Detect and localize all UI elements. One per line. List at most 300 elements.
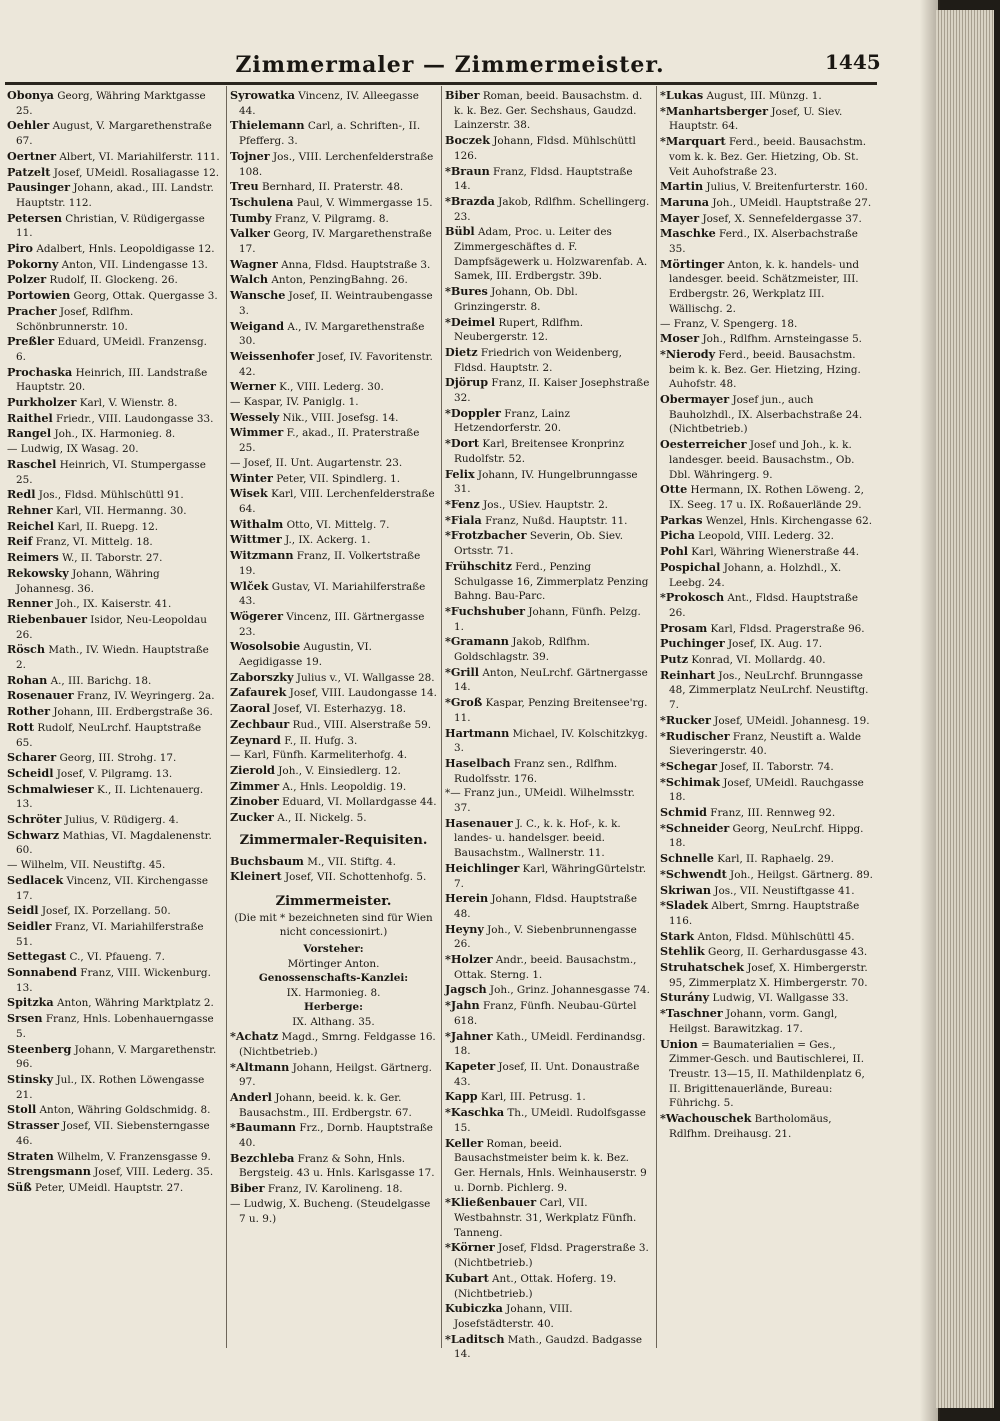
entry-name: Jagsch [445, 982, 487, 997]
entry-text: August, V. Margarethenstraße 67. [16, 120, 212, 148]
directory-entry [7, 720, 220, 750]
entry-text: Wilhelm, V. Franzensgasse 9. [53, 1150, 211, 1163]
directory-entry [230, 226, 437, 256]
entry-text: Friedr., VIII. Laudongasse 33. [52, 412, 214, 425]
entry-name: Martin [660, 179, 704, 194]
directory-entry [7, 766, 220, 782]
directory-entry [230, 288, 437, 318]
guild-value: IX. Harmonieg. 8. [286, 986, 381, 999]
entry-text: Julius, V. Breitenfurterstr. 160. [703, 181, 868, 194]
directory-entry [230, 149, 437, 179]
entry-name: Mörtinger [660, 256, 725, 271]
entry-name: Wögerer [230, 608, 283, 623]
entry-text: Joh., UMeidl. Hauptstraße 27. [709, 196, 872, 209]
entry-name: Kapeter [445, 1059, 496, 1073]
entry-text: Josef, U. Siev. Hauptstr. 64. [669, 105, 843, 133]
entry-name: *Doppler [445, 405, 501, 420]
directory-entry [7, 782, 220, 812]
entry-name: Reichel [7, 518, 54, 533]
entry-name: Rosenauer [7, 688, 74, 703]
directory-entry [660, 929, 876, 945]
entry-name: Pausinger [7, 180, 71, 195]
directory-entry [230, 1151, 437, 1181]
directory-entry [445, 1332, 651, 1362]
entry-text: Jos., VIII. Lerchenfelderstraße 108. [239, 150, 434, 178]
entry-text: Ferd., IX. Alserbachstraße 35. [669, 228, 858, 256]
entry-name: *Nierody [660, 346, 716, 361]
column-4 [660, 88, 876, 1350]
entry-name: Obonya [7, 88, 54, 102]
directory-entry [660, 347, 876, 392]
entry-name: Otte [660, 482, 688, 497]
entry-name: Biber [445, 88, 480, 102]
directory-entry [7, 442, 220, 457]
entry-text: Leopold, VIII. Lederg. 32. [694, 530, 834, 543]
entry-name: Stoll [7, 1102, 37, 1117]
entry-name: Oehler [7, 118, 50, 133]
directory-entry [445, 922, 651, 952]
directory-entry [230, 179, 437, 195]
entry-name: Seidler [7, 918, 52, 933]
entry-text: Josef, VIII. Lederg. 35. [90, 1166, 214, 1179]
directory-entry [445, 528, 651, 558]
entry-name: *Fiala [445, 512, 482, 527]
entry-name: Treu [230, 179, 259, 194]
entry-text: Karl, V. Wienstr. 8. [76, 397, 178, 410]
entry-text: Eduard, UMeidl. Franzensg. 6. [16, 336, 207, 363]
directory-entry [7, 503, 220, 519]
directory-entry [445, 406, 651, 436]
directory-entry [445, 1195, 651, 1240]
entry-name: Petersen [7, 210, 62, 225]
entry-name: Strengsmann [7, 1164, 91, 1179]
directory-entry [445, 665, 651, 695]
entry-text: Joh., V. Siebenbrunnengasse 26. [454, 923, 637, 951]
entry-name: Zinober [230, 794, 279, 809]
entry-name: Schnelle [660, 851, 714, 866]
entry-text: Anton, VII. Lindengasse 13. [58, 258, 208, 271]
entry-name: Scharer [7, 750, 57, 765]
directory-entry [445, 1240, 651, 1270]
directory-entry [660, 528, 876, 544]
entry-text: Johann, VIII. Josefstädterstr. 40. [454, 1303, 573, 1330]
entry-name: Zechbaur [230, 716, 290, 731]
entry-name: Settegast [7, 949, 67, 964]
directory-entry [445, 891, 651, 921]
directory-entry [7, 1072, 220, 1102]
directory-entry [445, 436, 651, 466]
entry-name: Skriwan [660, 882, 711, 897]
directory-entry [230, 1029, 437, 1059]
directory-entry [230, 88, 437, 118]
directory-entry [230, 456, 437, 471]
entry-name: Weigand [230, 318, 285, 333]
entry-name: *Groß [445, 695, 483, 710]
entry-text: Severin, Ob. Siev. Ortsstr. 71. [454, 530, 623, 558]
entry-name: Rehner [7, 502, 53, 517]
entry-name: *Prokosch [660, 590, 725, 605]
column-divider [226, 86, 227, 1348]
directory-entry [660, 590, 876, 620]
entry-text: Georg, III. Strohg. 17. [56, 752, 177, 765]
directory-entry [230, 794, 437, 810]
entry-list [230, 854, 437, 885]
entry-text: Gustav, VI. Mariahilferstraße 43. [239, 580, 426, 608]
directory-entry [7, 304, 220, 334]
entry-text: Rud., VIII. Alserstraße 59. [289, 718, 432, 731]
directory-entry [230, 395, 437, 410]
entry-text: Franz, II. Kaiser Josephstraße 32. [454, 377, 650, 405]
entry-text: Anton, Währing Marktplatz 2. [53, 997, 214, 1010]
directory-entry [445, 513, 651, 529]
entry-name: Schmalwieser [7, 781, 94, 796]
entry-name: Zeynard [230, 732, 281, 747]
entry-text: Johann, Ob. Dbl. Grinzingerstr. 8. [454, 286, 578, 313]
directory-entry [445, 982, 651, 998]
directory-entry [660, 960, 876, 990]
entry-text: Peter, UMeidl. Hauptstr. 27. [31, 1181, 184, 1194]
entry-name: *Rucker [660, 712, 711, 727]
entry-text: Frz., Dornb. Hauptstraße 40. [239, 1122, 433, 1150]
entry-text: Karl, VII. Hermanng. 30. [52, 504, 187, 517]
directory-entry [445, 224, 651, 284]
directory-entry [230, 379, 437, 395]
directory-entry [660, 883, 876, 899]
entry-name: Straten [7, 1148, 54, 1163]
entry-name: Reif [7, 534, 33, 549]
directory-entry [230, 717, 437, 733]
entry-name: Polzer [7, 272, 47, 287]
entry-name: Struhatschek [660, 960, 744, 975]
directory-entry [445, 1136, 651, 1196]
entry-name: Maruna [660, 194, 710, 209]
directory-entry [7, 550, 220, 566]
entry-name: *Taschner [660, 1006, 723, 1021]
directory-entry [230, 532, 437, 548]
directory-entry [7, 1149, 220, 1165]
entry-text: Otto, VI. Mittelg. 7. [283, 518, 390, 531]
directory-entry [7, 257, 220, 273]
directory-entry [7, 1118, 220, 1148]
entry-name: Bezchleba [230, 1150, 295, 1165]
entry-name: Raschel [7, 456, 57, 471]
entry-name: *Dort [445, 436, 480, 451]
entry-name: Wisek [230, 486, 268, 501]
entry-text: Joh., IX. Kaiserstr. 41. [52, 598, 172, 611]
directory-entry [230, 349, 437, 379]
entry-name: Zafaurek [230, 685, 287, 700]
entry-text: Anna, Fldsd. Hauptstraße 3. [277, 258, 431, 271]
entry-text: Jakob, Rdlfhm. Goldschlagstr. 39. [454, 636, 590, 664]
directory-entry [445, 816, 651, 861]
entry-text: Anton, Fldsd. Mühlschüttl 45. [694, 930, 855, 943]
entry-name: Pracher [7, 303, 57, 318]
entry-text: Franz, VI. Mittelg. 18. [32, 536, 153, 549]
entry-text: Franz, Fldsd. Hauptstraße 14. [454, 165, 633, 193]
entry-text: F., akad., II. Praterstraße 25. [239, 427, 420, 455]
entry-text: Carl, VII. Westbahnstr. 31, Werkplatz Fünfh. Tanneng. [454, 1197, 637, 1239]
entry-text: Franz, Nußd. Hauptstr. 11. [481, 514, 628, 527]
directory-entry [7, 395, 220, 411]
entry-name: *Jahner [445, 1028, 493, 1043]
entry-name: Maschke [660, 226, 716, 241]
directory-entry [230, 257, 437, 273]
directory-entry [660, 636, 876, 652]
entry-text: Josef, UMeidl. Rauchgasse 18. [669, 776, 864, 804]
directory-entry [230, 548, 437, 578]
entry-text: Josef, X. Sennefeldergasse 37. [699, 212, 862, 225]
entry-text: Johann, Fünfh. Pelzg. 1. [454, 605, 641, 633]
entry-text: Roman, beeid. Bausachstm. d. k. k. Bez. Ger. Sechshaus, Gaudzd. Lainzerstr. 38. [454, 90, 643, 132]
entry-text: Georg, NeuLrchf. Hippg. 18. [669, 822, 864, 850]
directory-entry [7, 1102, 220, 1118]
entry-text: Johann, vorm. Gangl, Heilgst. Barawitzkag. 17. [669, 1008, 838, 1035]
entry-list [660, 88, 876, 1142]
entry-text: Joh., Heilgst. Gärtnerg. 89. [726, 868, 873, 881]
entry-text: Albert, VI. Mariahilferstr. 111. [56, 150, 220, 163]
entry-name: Picha [660, 528, 695, 543]
directory-entry [660, 257, 876, 317]
entry-name: Puchinger [660, 636, 725, 651]
directory-entry [660, 482, 876, 512]
entry-name: Heichlinger [445, 860, 520, 875]
entry-text: Rudolf, II. Glockeng. 26. [46, 274, 178, 287]
entry-name: Sonnabend [7, 965, 77, 980]
entry-name: *Wachouschek [660, 1111, 752, 1126]
directory-entry [230, 195, 437, 211]
entry-text: Georg, Währing Marktgasse 25. [16, 90, 206, 117]
entry-text: Karl, Fldsd. Pragerstraße 96. [707, 622, 865, 635]
directory-entry [445, 756, 651, 786]
directory-entry [660, 944, 876, 960]
directory-entry [7, 211, 220, 241]
entry-name: Seidl [7, 903, 39, 918]
entry-text: Mathias, VI. Magdalenenstr. 60. [16, 829, 212, 857]
entry-name: Rother [7, 704, 51, 719]
entry-name: *Holzer [445, 952, 493, 967]
entry-text: Vincenz, VII. Kirchengasse 17. [16, 874, 208, 902]
entry-name: Frühschitz [445, 558, 512, 573]
directory-entry [660, 851, 876, 867]
entry-name: *Frotzbacher [445, 528, 527, 543]
entry-text: Johann, Fldsd. Hauptstraße 48. [454, 893, 638, 920]
guild-info [230, 942, 437, 1029]
directory-entry [445, 634, 651, 664]
entry-name: Moser [660, 331, 700, 346]
entry-name: Union [660, 1036, 698, 1051]
entry-name: *Schwendt [660, 866, 727, 881]
entry-name: Scheidl [7, 765, 54, 780]
entry-text: Joh., IX. Harmonieg. 8. [51, 428, 176, 441]
entry-text: Joh., Grinz. Johannesgasse 74. [486, 984, 650, 997]
entry-name: Stehlik [660, 944, 705, 959]
directory-entry [7, 919, 220, 949]
entry-name: Wimmer [230, 425, 284, 440]
entry-name: Tschulena [230, 194, 294, 209]
entry-name: *Fenz [445, 496, 480, 511]
directory-entry [660, 104, 876, 134]
directory-entry [230, 1197, 437, 1226]
entry-name: *Manhartsberger [660, 103, 769, 118]
entry-name: Sturány [660, 990, 710, 1005]
directory-entry [7, 858, 220, 873]
entry-text: Josef, X. Himbergerstr. 95, Zimmerplatz X. Himbergerstr. 70. [669, 962, 868, 989]
running-title: Zimmermaler — Zimmermeister. [235, 52, 665, 78]
entry-list [7, 88, 220, 1196]
entry-text: Josef, Fldsd. Pragerstraße 3. (Nichtbetrieb.) [454, 1242, 649, 1270]
entry-name: *Sladek [660, 898, 709, 913]
entry-text: Johann, Währing Johannesg. 36. [16, 567, 160, 595]
entry-text: Johann, IV. Hungelbrunngasse 31. [454, 468, 638, 496]
directory-entry [230, 639, 437, 669]
directory-entry [445, 726, 651, 756]
column-divider [441, 86, 442, 1348]
entry-name: Kubiczka [445, 1301, 503, 1316]
directory-entry [230, 869, 437, 885]
directory-entry [660, 437, 876, 482]
directory-entry [445, 467, 651, 497]
entry-name: Felix [445, 466, 475, 481]
entry-text: *— Franz jun., UMeidl. Wilhelmsstr. 37. [445, 787, 635, 815]
directory-entry [7, 903, 220, 919]
entry-text: M., VII. Stiftg. 4. [303, 855, 396, 868]
directory-entry [445, 1105, 651, 1135]
entry-name: Rott [7, 719, 35, 734]
directory-entry [7, 149, 220, 165]
entry-text: Josef, II. Unt. Donaustraße 43. [454, 1061, 640, 1088]
entry-text: Rupert, Rdlfhm. Neubergerstr. 12. [454, 316, 583, 344]
entry-text: Magd., Smrng. Feldgasse 16. (Nichtbetrieb.) [239, 1031, 436, 1058]
directory-entry [7, 411, 220, 427]
entry-text: Franz, VIII. Wickenburg. 13. [16, 967, 211, 994]
entry-text: Josef jun., auch Bauholzhdl., IX. Alserbachstraße 24. (Nichtbetrieb.) [669, 394, 863, 436]
entry-text: Karl, III. Petrusg. 1. [477, 1091, 586, 1104]
column-3 [445, 88, 651, 1361]
entry-text: Georg, IV. Margarethenstraße 17. [239, 228, 432, 256]
entry-text: Kath., UMeidl. Ferdinandsg. 18. [454, 1030, 646, 1058]
entry-name: *Gramann [445, 634, 509, 649]
directory-entry [445, 786, 651, 815]
entry-name: Reimers [7, 550, 59, 565]
entry-name: Zierold [230, 762, 275, 777]
entry-text: Josef, VIII. Laudongasse 14. [286, 687, 437, 700]
directory-entry [660, 821, 876, 851]
entry-name: Schwarz [7, 827, 60, 842]
entry-name: *Fuchshuber [445, 603, 526, 618]
directory-entry [660, 775, 876, 805]
entry-name: Mayer [660, 210, 700, 225]
entry-name: Walch [230, 272, 269, 287]
entry-name: *Rudischer [660, 728, 730, 743]
entry-name: *Kließenbauer [445, 1195, 537, 1210]
column-2 [230, 88, 437, 1350]
directory-entry [230, 748, 437, 763]
entry-name: *Bures [445, 284, 488, 299]
entry-name: Wagner [230, 256, 278, 271]
entry-list [230, 88, 437, 826]
entry-name: Witzmann [230, 548, 294, 563]
directory-entry [230, 810, 437, 826]
entry-name: Rohan [7, 672, 48, 687]
entry-name: Portowien [7, 288, 71, 303]
entry-text: Friedrich von Weidenberg, Fldsd. Hauptstr. 2. [454, 346, 622, 374]
directory-entry [7, 365, 220, 395]
entry-text: J. C., k. k. Hof-, k. k. landes- u. handelsger. beeid. Bausachstm., Wallnerstr. 11. [454, 817, 621, 860]
entry-text: Josef, UMeidl. Rosaliagasse 12. [50, 166, 220, 179]
entry-text: Franz, VI. Mariahilferstraße 51. [16, 920, 204, 948]
entry-name: Piro [7, 241, 34, 256]
directory-entry [445, 998, 651, 1028]
directory-entry [7, 457, 220, 487]
directory-entry [660, 211, 876, 227]
directory-entry [660, 513, 876, 529]
entry-text: Math., IV. Wiedn. Hauptstraße 2. [16, 644, 209, 672]
entry-name: *Altmann [230, 1059, 290, 1074]
entry-text: — Franz, V. Spengerg. 18. [660, 317, 798, 330]
entry-text: Bartholomäus, Rdlfhm. Dreihausg. 21. [669, 1113, 832, 1140]
entry-name: Zucker [230, 810, 274, 825]
entry-text: K., VIII. Lederg. 30. [275, 381, 384, 394]
entry-text: Ferd., beeid. Bausachstm. beim k. k. Bez. Ger. Hietzing, Hzing. Auhofstr. 48. [669, 348, 861, 391]
entry-name: Kubart [445, 1270, 489, 1285]
entry-name: Renner [7, 596, 53, 611]
directory-entry [660, 317, 876, 332]
directory-entry [445, 194, 651, 224]
entry-text: Johann, akad., III. Landstr. Hauptstr. 112. [16, 182, 214, 209]
directory-entry [7, 519, 220, 535]
entry-text: Vincenz, IV. Alleegasse 44. [239, 90, 419, 117]
entry-name: Weissenhofer [230, 348, 315, 363]
directory-entry [7, 596, 220, 612]
entry-name: Tojner [230, 148, 270, 163]
entry-name: *Jahn [445, 998, 480, 1013]
entry-name: Bübl [445, 224, 475, 239]
page-number: 1445 [825, 50, 881, 74]
directory-entry [660, 759, 876, 775]
entry-text: A., Hnls. Leopoldig. 19. [279, 780, 407, 793]
entry-name: *Körner [445, 1240, 495, 1255]
entry-name: Rekowsky [7, 565, 69, 580]
entry-text: Johann, beeid. k. k. Ger. Bausachstm., III. Erdbergstr. 67. [239, 1091, 412, 1119]
directory-entry [7, 673, 220, 689]
entry-text: — Wilhelm, VII. Neustiftg. 45. [7, 859, 166, 872]
directory-entry [7, 812, 220, 828]
entry-text: Karl, VIII. Lerchenfelderstraße 64. [239, 488, 435, 515]
directory-entry [7, 118, 220, 148]
entry-name: Kleinert [230, 869, 282, 884]
directory-entry [230, 670, 437, 686]
directory-entry [445, 1029, 651, 1059]
entry-text: Josef und Joh., k. k. landesger. beeid. Bausachstm., Ob. Dbl. Währingerg. 9. [669, 439, 855, 481]
directory-entry [7, 487, 220, 503]
entry-text: A., II. Nickelg. 5. [273, 812, 367, 825]
entry-text: Josef, VI. Esterhazyg. 18. [270, 703, 407, 716]
entry-text: Anton, PenzingBahng. 26. [268, 274, 408, 287]
directory-entry [230, 701, 437, 717]
entry-name: Pohl [660, 544, 688, 559]
entry-text: Franz, Fünfh. Neubau-Gürtel 618. [454, 1000, 637, 1027]
directory-entry [660, 544, 876, 560]
entry-text: Josef, Rdlfhm. Schönbrunnerstr. 10. [16, 305, 134, 333]
directory-entry [660, 331, 876, 347]
directory-entry [660, 867, 876, 883]
entry-text: = Baumaterialien = Ges., Zimmer-Gesch. und Bautischlerei, II. Treustr. 13—15, II. Mathildenplatz 6, II. Brigittenauerlände, Bureau: Führichg. 5. [669, 1038, 865, 1110]
entry-name: Pokorny [7, 256, 59, 271]
directory-entry [445, 1059, 651, 1089]
entry-text: Ludwig, VI. Wallgasse 33. [709, 992, 849, 1005]
entry-text: Heinrich, III. Landstraße Hauptstr. 20. [16, 366, 208, 394]
entry-name: Dietz [445, 344, 478, 359]
